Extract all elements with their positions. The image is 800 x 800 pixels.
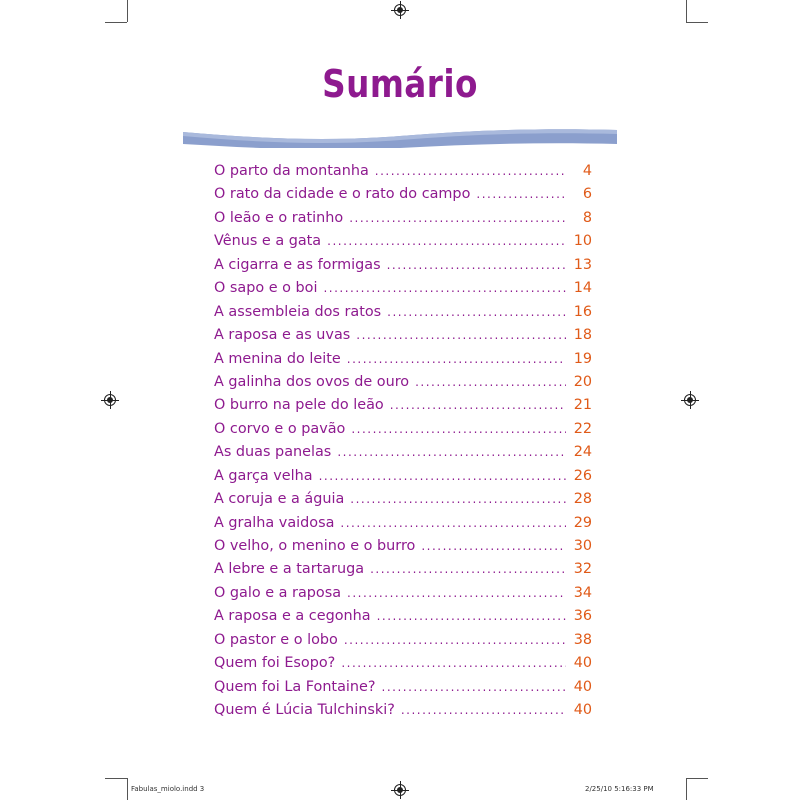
- toc-entry-title: Vênus e a gata: [214, 233, 322, 250]
- toc-entry-title: O corvo e o pavão: [214, 420, 346, 437]
- toc-entry-title: Quem é Lúcia Tulchinski?: [214, 702, 395, 719]
- toc-entry-page: 16: [573, 303, 592, 320]
- crop-mark: [127, 778, 128, 800]
- toc-entry-title: A coruja e a águia: [214, 491, 345, 508]
- toc-entry-title: O rato da cidade e o rato do campo: [214, 186, 471, 203]
- toc-entry[interactable]: [214, 512, 592, 535]
- toc-entry[interactable]: [214, 699, 592, 722]
- toc-entry[interactable]: [214, 324, 592, 347]
- toc-entry-page: 38: [573, 631, 592, 648]
- toc-entry-title: O burro na pele do leão: [214, 397, 384, 414]
- toc-entry-page: 13: [573, 256, 592, 273]
- toc-entry[interactable]: [214, 418, 592, 441]
- toc-entry-page: 29: [573, 514, 592, 531]
- registration-mark-icon: [394, 784, 406, 796]
- dot-leader: [370, 558, 566, 581]
- toc-entry[interactable]: [214, 465, 592, 488]
- toc-entry-title: A menina do leite: [214, 350, 341, 367]
- crop-mark: [686, 778, 687, 800]
- dot-leader: [340, 512, 566, 535]
- file-slug: Fabulas_miolo.indd 3: [131, 785, 205, 793]
- toc-entry-title: As duas panelas: [214, 444, 332, 461]
- toc-entry-page: 22: [573, 420, 592, 437]
- registration-mark-icon: [104, 394, 116, 406]
- toc-entry-page: 18: [573, 327, 592, 344]
- dot-leader: [351, 418, 566, 441]
- dot-leader: [382, 676, 566, 699]
- toc-entry-page: 32: [573, 561, 592, 578]
- toc-entry[interactable]: [214, 676, 592, 699]
- toc-entry-page: 26: [573, 467, 592, 484]
- dot-leader: [341, 652, 566, 675]
- toc-entry-title: A garça velha: [214, 467, 313, 484]
- toc-entry[interactable]: [214, 254, 592, 277]
- crop-mark: [686, 778, 708, 779]
- crop-mark: [105, 778, 127, 779]
- toc-entry-title: O sapo e o boi: [214, 280, 318, 297]
- toc-entry[interactable]: [214, 605, 592, 628]
- toc-entry-page: 14: [573, 280, 592, 297]
- toc-entry[interactable]: [214, 301, 592, 324]
- toc-entry[interactable]: [214, 371, 592, 394]
- dot-leader: [375, 160, 566, 183]
- table-of-contents: [214, 160, 592, 723]
- toc-entry-page: 28: [573, 491, 592, 508]
- toc-entry-page: 40: [573, 678, 592, 695]
- dot-leader: [387, 254, 566, 277]
- toc-entry[interactable]: [214, 207, 592, 230]
- toc-entry-page: 8: [582, 209, 592, 226]
- toc-entry-title: Quem foi Esopo?: [214, 655, 336, 672]
- dot-leader: [347, 582, 566, 605]
- toc-entry[interactable]: [214, 652, 592, 675]
- toc-entry-page: 34: [573, 584, 592, 601]
- toc-entry-title: A raposa e a cegonha: [214, 608, 371, 625]
- toc-entry[interactable]: [214, 277, 592, 300]
- dot-leader: [349, 207, 566, 230]
- dot-leader: [337, 441, 566, 464]
- page-title: Sumário: [322, 62, 478, 106]
- toc-entry[interactable]: [214, 558, 592, 581]
- decorative-wave-band: [183, 128, 617, 148]
- dot-leader: [327, 230, 566, 253]
- dot-leader: [387, 301, 566, 324]
- toc-entry-page: 19: [573, 350, 592, 367]
- toc-entry-page: 4: [582, 163, 592, 179]
- registration-mark-icon: [684, 394, 696, 406]
- toc-entry-title: A assembleia dos ratos: [214, 303, 382, 320]
- date-slug: 2/25/10 5:16:33 PM: [585, 785, 654, 793]
- toc-entry-page: 40: [573, 702, 592, 719]
- toc-entry[interactable]: [214, 160, 592, 183]
- dot-leader: [390, 394, 566, 417]
- dot-leader: [350, 488, 566, 511]
- dot-leader: [319, 465, 566, 488]
- toc-entry-page: 40: [573, 655, 592, 672]
- toc-entry-title: O galo e a raposa: [214, 584, 342, 601]
- toc-entry[interactable]: [214, 230, 592, 253]
- toc-entry-page: 6: [582, 186, 592, 203]
- toc-entry-title: A lebre e a tartaruga: [214, 561, 365, 578]
- toc-entry[interactable]: [214, 582, 592, 605]
- toc-entry[interactable]: [214, 488, 592, 511]
- toc-entry[interactable]: [214, 441, 592, 464]
- toc-entry-page: 10: [573, 233, 592, 250]
- dot-leader: [421, 535, 566, 558]
- toc-entry[interactable]: [214, 535, 592, 558]
- toc-entry-title: O parto da montanha: [214, 163, 369, 179]
- toc-entry-title: O leão e o ratinho: [214, 209, 344, 226]
- toc-entry-page: 21: [573, 397, 592, 414]
- registration-mark-icon: [394, 4, 406, 16]
- dot-leader: [415, 371, 566, 394]
- dot-leader: [347, 348, 566, 371]
- toc-entry[interactable]: [214, 394, 592, 417]
- toc-entry-title: A cigarra e as formigas: [214, 256, 381, 273]
- dot-leader: [323, 277, 566, 300]
- crop-mark: [105, 22, 127, 23]
- crop-mark: [686, 0, 687, 22]
- toc-entry-title: A gralha vaidosa: [214, 514, 335, 531]
- dot-leader: [344, 629, 566, 652]
- toc-entry[interactable]: [214, 183, 592, 206]
- toc-entry-title: O pastor e o lobo: [214, 631, 338, 648]
- dot-leader: [401, 699, 566, 722]
- crop-mark: [127, 0, 128, 22]
- toc-entry-page: 20: [573, 373, 592, 390]
- toc-entry-page: 30: [573, 538, 592, 554]
- toc-entry[interactable]: [214, 629, 592, 652]
- dot-leader: [356, 324, 566, 347]
- toc-entry[interactable]: [214, 348, 592, 371]
- toc-entry-title: A raposa e as uvas: [214, 327, 351, 344]
- dot-leader: [476, 183, 566, 206]
- toc-entry-title: O velho, o menino e o burro: [214, 538, 416, 554]
- toc-entry-title: Quem foi La Fontaine?: [214, 678, 376, 695]
- dot-leader: [377, 605, 566, 628]
- toc-entry-page: 24: [573, 444, 592, 461]
- toc-entry-page: 36: [573, 608, 592, 625]
- crop-mark: [686, 22, 708, 23]
- toc-entry-title: A galinha dos ovos de ouro: [214, 373, 410, 390]
